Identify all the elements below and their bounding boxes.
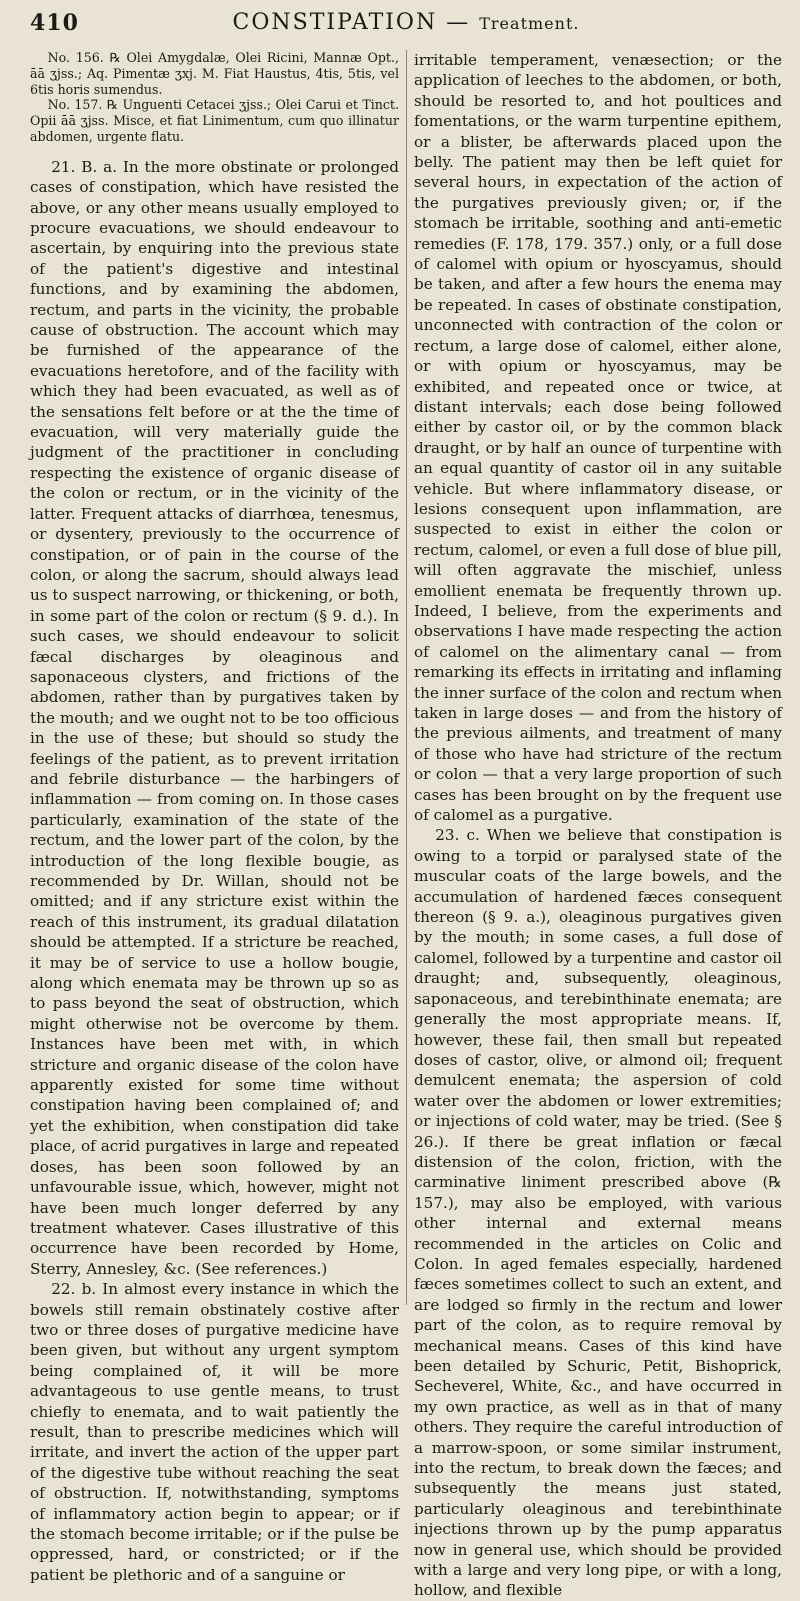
text-columns <box>30 50 782 1600</box>
running-title-sub: Treatment. <box>479 14 580 33</box>
paragraph-22: 22. b. In almost every instance in which the bowels still remain obstinately costive after two or three doses of purgative medicine have been given, but without any urgent symptom being complained of, it will be more advantageous to use gentle means, to trust chiefly to enemata, and to wait patiently the result, than to prescribe medicines which will irritate, and invert the action of the upper part of the digestive tube without reaching the seat of obstruction. If, notwithstanding, symptoms of inflammatory action begin to appear; or if the stomach become irritable; or if the pulse be oppressed, hard, or constricted; or if the patient be plethoric and of a sanguine or <box>30 1280 399 1584</box>
paragraph-21: 21. B. a. In the more obstinate or prolonged cases of constipation, which have resisted the above, or any other means usually employed to procure evacuations, we should endeavour to ascertain, by enquiring into the previous state of the patient's digestive and intestinal functions, and by examining the abdomen, rectum, and parts in the vicinity, the probable cause of obstruction. The account which may be furnished of the appearance of the evacuations heretofore, and of the facility with which they had been evacuated, as well as of the sensations felt before or at the the time of evacuation, will very materially guide the judgment of the practitioner in concluding respecting the existence of organic disease of the colon or rectum, or in the vicinity of the latter. Frequent attacks of diarrhœa, tenesmus, or dysentery, previously to the occurrence of constipation, or of pain in the course of the colon, or along the sacrum, should always lead us to suspect narrowing, or thickening, or both, in some part of the colon or rectum (§ 9. d.). In such cases, we should endeavour to solicit fæcal discharges by oleaginous and saponaceous clysters, and frictions of the abdomen, rather than by purgatives taken by the mouth; and we ought not to be too officious in the use of these; but should so study the feelings of the patient, as to prevent irritation and febrile disturbance — the harbingers of inflammation — from coming on. In those cases particularly, examination of the state of the rectum, and the lower part of the colon, by the introduction of the long flexible bougie, as recommended by Dr. Willan, should not be omitted; and if any stricture exist within the reach of this instrument, its gradual dilatation should be attempted. If a stricture be reached, it may be of service to use a hollow bougie, along which enemata may be thrown up so as to pass beyond the seat of obstruction, which might otherwise not be overcome by them. Instances have been met with, in which stricture and organic disease of the colon have apparently existed for some time without constipation having been complained of; and yet the exhibition, when constipation did take place, of acrid purgatives in large and repeated doses, has been soon followed by an unfavourable issue, which, however, might not have been much longer deferred by any treatment whatever. Cases illustrative of this occurrence have been recorded by Home, Sterry, Annesley, &c. (See references.) <box>30 157 399 1278</box>
right-column <box>406 50 782 1600</box>
page-number: 410 <box>30 10 79 36</box>
left-column <box>30 50 406 1584</box>
running-title-dash: — <box>437 10 480 35</box>
prescription-156: No. 156. ℞ Olei Amygdalæ, Olei Ricini, Mannæ Opt., āā ʒjss.; Aq. Pimentæ ʒxj. M. Fiat Haustus, 4tis, 5tis, vel 6tis horis sumendus. <box>30 50 399 97</box>
page-header <box>30 10 782 40</box>
paragraph-23: 23. c. When we believe that constipation is owing to a torpid or paralysed state of the muscular coats of the large bowels, and the accumulation of hardened fæces consequent thereon (§ 9. a.), oleaginous purgatives given by the mouth; in some cases, a full dose of calomel, followed by a turpentine and castor oil draught; and, subsequently, oleaginous, saponaceous, and terebinthinate enemata; are generally the most appropriate means. If, however, these fail, then small but repeated doses of castor, olive, or almond oil; frequent demulcent enemata; the aspersion of cold water over the abdomen or lower extremities; or injections of cold water, may be tried. (See § 26.). If there be great inflation or fæcal distension of the colon, friction, with the carminative liniment prescribed above (℞ 157.), may also be employed, with various other internal and external means recommended in the articles on Colic and Colon. In aged females especially, hardened fæces sometimes collect to such an extent, and are lodged so firmly in the rectum and lower part of the colon, as to require removal by mechanical means. Cases of this kind have been detailed by Schuric, Petit, Bishoprick, Secheverel, White, &c., and have occurred in my own practice, as well as in that of many others. They require the careful introduction of a marrow-spoon, or some similar instrument, into the rectum, to break down the fæces; and subsequently the means just stated, particularly oleaginous and terebinthinate injections thrown up by the pump apparatus now in general use, which should be provided with a large and very long pipe, or with a long, hollow, and flexible <box>414 826 782 1600</box>
running-title-main: CONSTIPATION <box>232 10 438 35</box>
paragraph-22-continued: irritable temperament, venæsection; or the application of leeches to the abdomen, or both, should be resorted to, and hot poultices and fomentations, or the warm turpentine epithem, or a blister, be afterwards placed upon the belly. The patient may then be left quiet for several hours, in expectation of the action of the purgatives previously given; or, if the stomach be irritable, soothing and anti-emetic remedies (F. 178, 179. 357.) only, or a full dose of calomel with opium or hyoscyamus, should be taken, and after a few hours the enema may be repeated. In cases of obstinate constipation, unconnected with contraction of the colon or rectum, a large dose of calomel, either alone, or with opium or hyoscyamus, may be exhibited, and repeated once or twice, at distant intervals; each dose being followed either by castor oil, or by the common black draught, or by half an ounce of turpentine with an equal quantity of castor oil in any suitable vehicle. But where inflammatory disease, or lesions consequent upon inflammation, are suspected to exist in either the colon or rectum, calomel, or even a full dose of blue pill, will often aggravate the mischief, unless emollient enemata be frequently thrown up. Indeed, I believe, from the experiments and observations I have made respecting the action of calomel on the alimentary canal — from remarking its effects in irritating and inflaming the inner surface of the colon and rectum when taken in large doses — and from the history of the previous ailments, and treatment of many of those who have had stricture of the rectum or colon — that a very large proportion of such cases has been brought on by the frequent use of calomel as a purgative. <box>414 51 782 825</box>
running-title <box>30 10 782 35</box>
prescription-157: No. 157. ℞ Unguenti Cetacei ʒjss.; Olei Carui et Tinct. Opii āā ʒjss. Misce, et fiat Linimentum, cum quo illinatur abdomen, urgente flatu. <box>30 97 399 144</box>
